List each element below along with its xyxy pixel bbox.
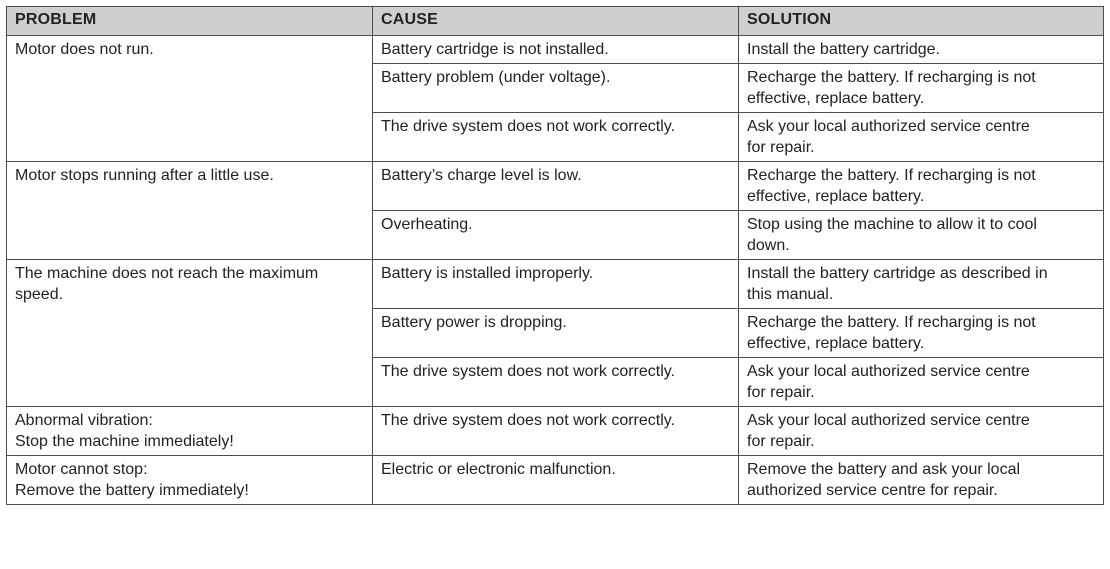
- solution-text: this manual.: [747, 286, 834, 303]
- solution-cell: [739, 456, 1104, 505]
- cause-cell: [373, 64, 739, 113]
- problem-text: Abnormal vibration:: [15, 412, 153, 429]
- solution-cell: [739, 113, 1104, 162]
- solution-text: Stop using the machine to allow it to cool: [747, 216, 1037, 233]
- solution-text: Ask your local authorized service centre: [747, 412, 1030, 429]
- problem-text: Remove the battery immediately!: [15, 482, 249, 499]
- problem-cell: [7, 36, 373, 162]
- solution-cell: [739, 260, 1104, 309]
- cause-text: Battery cartridge is not installed.: [381, 41, 609, 58]
- table-row: [7, 407, 1104, 456]
- solution-text: Remove the battery and ask your local: [747, 461, 1021, 478]
- cause-text: Battery problem (under voltage).: [381, 69, 611, 86]
- cause-text: Battery’s charge level is low.: [381, 167, 582, 184]
- cause-text: The drive system does not work correctly.: [381, 412, 676, 429]
- problem-cell: [7, 260, 373, 407]
- solution-cell: [739, 36, 1104, 64]
- solution-text: authorized service centre for repair.: [747, 482, 998, 499]
- problem-text: Motor does not run.: [15, 41, 154, 58]
- solution-text: Recharge the battery. If recharging is not: [747, 69, 1036, 86]
- solution-text: Install the battery cartridge.: [747, 41, 940, 58]
- solution-text: effective, replace battery.: [747, 335, 925, 352]
- cause-text: Battery power is dropping.: [381, 314, 567, 331]
- cause-cell: [373, 162, 739, 211]
- solution-text: Recharge the battery. If recharging is not: [747, 167, 1036, 184]
- cause-cell: [373, 260, 739, 309]
- solution-text: effective, replace battery.: [747, 188, 925, 205]
- problem-text: Stop the machine immediately!: [15, 433, 234, 450]
- solution-text: Recharge the battery. If recharging is not: [747, 314, 1036, 331]
- problem-text: speed.: [15, 286, 64, 303]
- table-row: [7, 456, 1104, 505]
- solution-text: Ask your local authorized service centre: [747, 118, 1030, 135]
- solution-text: Install the battery cartridge as described in: [747, 265, 1048, 282]
- header-solution: SOLUTION: [739, 7, 1104, 36]
- solution-text: for repair.: [747, 433, 815, 450]
- solution-text: effective, replace battery.: [747, 90, 925, 107]
- solution-text: down.: [747, 237, 790, 254]
- cause-cell: [373, 113, 739, 162]
- cause-cell: [373, 211, 739, 260]
- header-cause: CAUSE: [373, 7, 739, 36]
- cause-cell: [373, 407, 739, 456]
- problem-text: The machine does not reach the maximum: [15, 265, 319, 282]
- problem-text: Motor stops running after a little use.: [15, 167, 274, 184]
- table-row: [7, 36, 1104, 64]
- cause-cell: [373, 309, 739, 358]
- table-body: [7, 36, 1104, 505]
- cause-text: The drive system does not work correctly.: [381, 363, 676, 380]
- header-problem: PROBLEM: [7, 7, 373, 36]
- problem-cell: [7, 456, 373, 505]
- solution-cell: [739, 407, 1104, 456]
- cause-cell: [373, 36, 739, 64]
- table-row: [7, 260, 1104, 309]
- solution-text: for repair.: [747, 384, 815, 401]
- solution-cell: [739, 211, 1104, 260]
- problem-text: Motor cannot stop:: [15, 461, 148, 478]
- table-row: [7, 162, 1104, 211]
- solution-cell: [739, 358, 1104, 407]
- solution-text: Ask your local authorized service centre: [747, 363, 1030, 380]
- troubleshooting-table: [6, 6, 1104, 505]
- problem-cell: [7, 407, 373, 456]
- cause-text: The drive system does not work correctly.: [381, 118, 676, 135]
- cause-text: Electric or electronic malfunction.: [381, 461, 616, 478]
- cause-text: Overheating.: [381, 216, 473, 233]
- solution-cell: [739, 64, 1104, 113]
- header-row: [7, 7, 1104, 36]
- cause-text: Battery is installed improperly.: [381, 265, 594, 282]
- solution-text: for repair.: [747, 139, 815, 156]
- cause-cell: [373, 358, 739, 407]
- solution-cell: [739, 162, 1104, 211]
- problem-cell: [7, 162, 373, 260]
- cause-cell: [373, 456, 739, 505]
- solution-cell: [739, 309, 1104, 358]
